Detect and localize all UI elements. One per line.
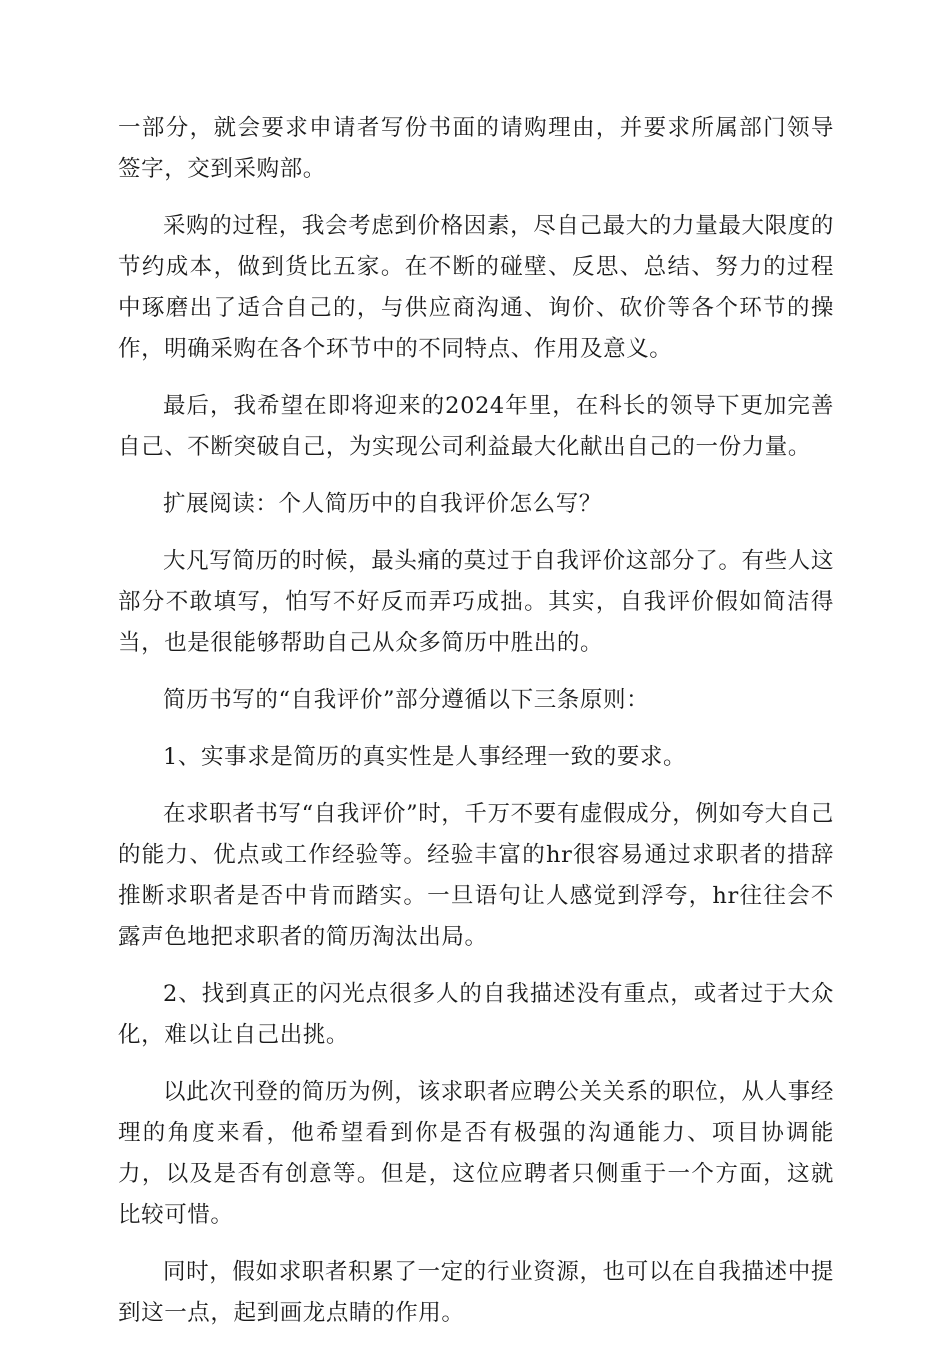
paragraph-8: 在求职者书写“自我评价”时，千万不要有虚假成分，例如夸大自己的能力、优点或工作经验等。经验丰富的hr很容易通过求职者的措辞推断求职者是否中肯而踏实。一旦语句让人感觉到浮夸，hr往往会不露声色地把求职者的简历淘汰出局。 [118, 801, 835, 950]
paragraph-1: 一部分，就会要求申请者写份书面的请购理由，并要求所属部门领导签字，交到采购部。 [118, 115, 834, 182]
principle-1: 1、实事求是简历的真实性是人事经理一致的要求。 [163, 744, 687, 770]
principle-2: 2、找到真正的闪光点很多人的自我描述没有重点，或者过于大众化，难以让自己出挑。 [118, 981, 834, 1048]
paragraph-10: 以此次刊登的简历为例，该求职者应聘公关关系的职位，从人事经理的角度来看，他希望看到你是否有极强的沟通能力、项目协调能力，以及是否有创意等。但是，这位应聘者只侧重于一个方面，这就比较可惜。 [118, 1079, 834, 1228]
paragraph-2: 采购的过程，我会考虑到价格因素，尽自己最大的力量最大限度的节约成本，做到货比五家。在不断的碰壁、反思、总结、努力的过程中琢磨出了适合自己的，与供应商沟通、询价、砍价等各个环节的操作，明确采购在各个环节中的不同特点、作用及意义。 [118, 213, 834, 362]
extended-reading-heading: 扩展阅读：个人简历中的自我评价怎么写？ [163, 491, 602, 517]
principles-intro: 简历书写的“自我评价”部分遵循以下三条原则： [163, 687, 650, 713]
paragraph-11: 同时，假如求职者积累了一定的行业资源，也可以在自我描述中提到这一点，起到画龙点睛的作用。 [118, 1259, 834, 1326]
document-body [118, 108, 834, 1350]
paragraph-3: 最后，我希望在即将迎来的2024年里，在科长的领导下更加完善自己、不断突破自己，为实现公司利益最大化献出自己的一份力量。 [118, 393, 834, 460]
paragraph-5: 大凡写简历的时候，最头痛的莫过于自我评价这部分了。有些人这部分不敢填写，怕写不好反而弄巧成拙。其实，自我评价假如简洁得当，也是很能够帮助自己从众多简历中胜出的。 [118, 548, 834, 656]
